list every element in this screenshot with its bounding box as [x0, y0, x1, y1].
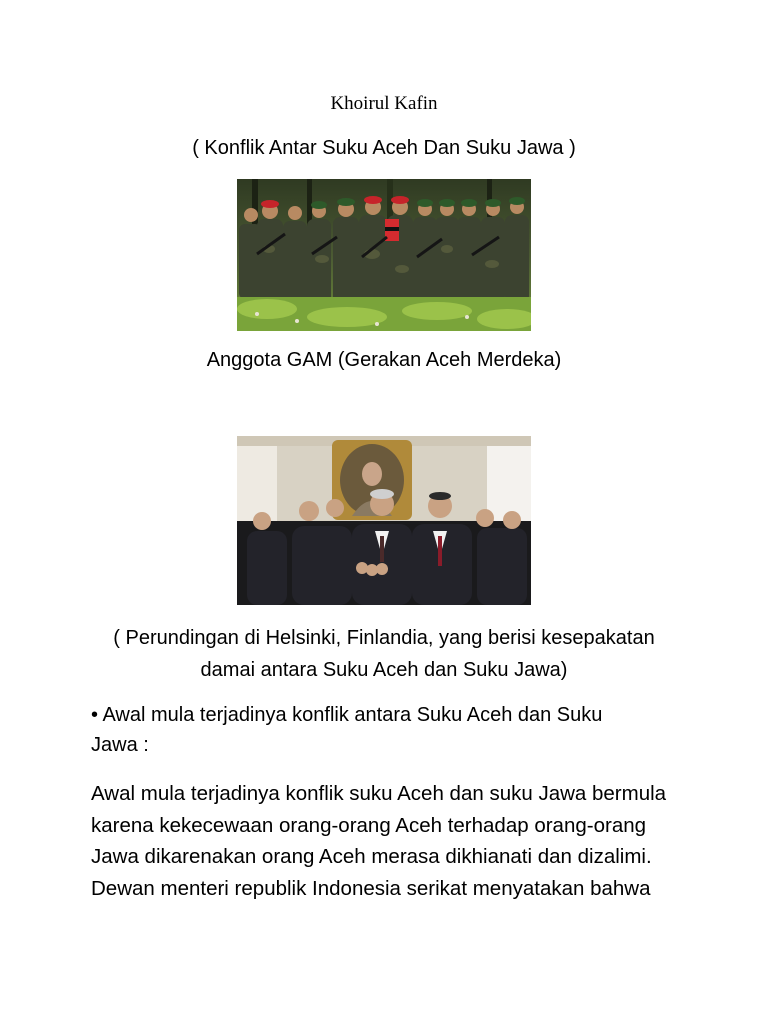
- photo-caption-gam: Anggota GAM (Gerakan Aceh Merdeka): [206, 349, 562, 371]
- helsinki-negotiation-photo: [237, 436, 531, 605]
- body-paragraph: [91, 778, 691, 904]
- paragraph-line: Jawa dikarenakan orang Aceh merasa dikhianati dan dizalimi.: [91, 845, 652, 868]
- bullet-line: • Awal mula terjadinya konflik antara Suku Aceh dan Suku: [91, 704, 603, 726]
- author-name: Khoirul Kafin: [330, 93, 438, 114]
- bullet-heading: [91, 700, 691, 760]
- paragraph-line: karena kekecewaan orang-orang Aceh terhadap orang-orang: [91, 813, 647, 837]
- caption-line: ( Perundingan di Helsinki, Finlandia, yang berisi kesepakatan: [113, 627, 655, 649]
- gam-soldiers-photo: [237, 179, 531, 331]
- caption-line: damai antara Suku Aceh dan Suku Jawa): [200, 659, 568, 681]
- bullet-line: Jawa :: [91, 734, 149, 756]
- paragraph-line: Dewan menteri republik Indonesia serikat menyatakan bahwa: [91, 876, 651, 900]
- paragraph-line: Awal mula terjadinya konflik suku Aceh dan suku Jawa bermula: [91, 782, 667, 805]
- photo-caption-helsinki: [84, 622, 684, 686]
- document-title: ( Konflik Antar Suku Aceh Dan Suku Jawa ): [192, 137, 576, 159]
